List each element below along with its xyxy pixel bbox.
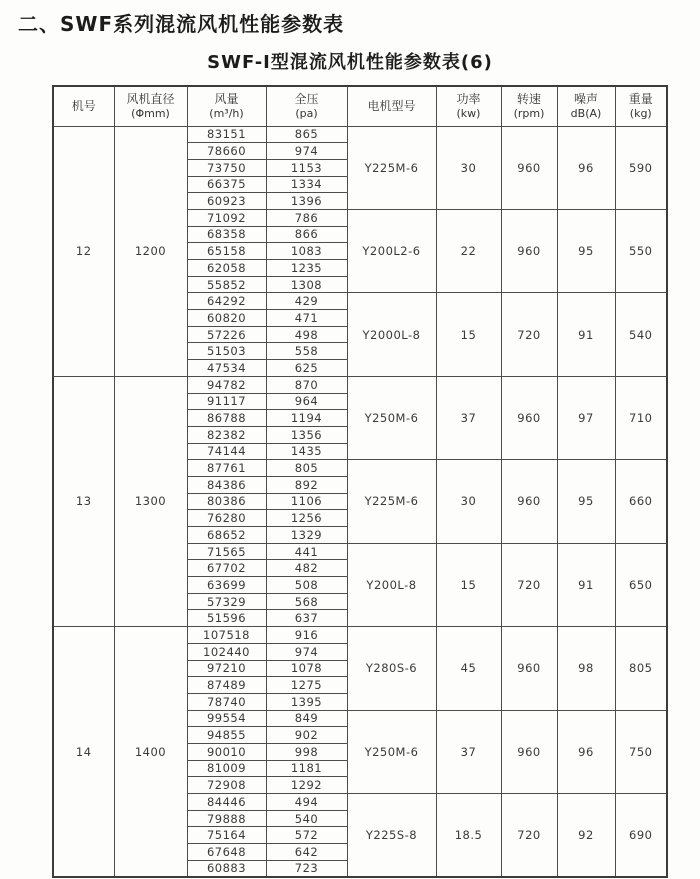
air-volume-cell: 63699 bbox=[187, 577, 266, 594]
air-volume-cell: 76280 bbox=[187, 510, 266, 527]
air-volume-cell: 94855 bbox=[187, 727, 266, 744]
speed-cell: 960 bbox=[501, 627, 557, 710]
motor-model-cell: Y280S-6 bbox=[347, 627, 436, 710]
header-row bbox=[53, 86, 667, 126]
table-title: SWF-I型混流风机性能参数表(6) bbox=[207, 52, 493, 73]
air-volume-cell: 51596 bbox=[187, 610, 266, 627]
total-pressure-cell: 1275 bbox=[266, 677, 347, 694]
air-volume-cell: 47534 bbox=[187, 360, 266, 377]
air-volume-cell: 87489 bbox=[187, 677, 266, 694]
col-header-noise bbox=[557, 86, 615, 126]
air-volume-cell: 78740 bbox=[187, 693, 266, 710]
air-volume-cell: 83151 bbox=[187, 126, 266, 143]
col-header-label: 机号 bbox=[71, 98, 96, 113]
speed-cell: 960 bbox=[501, 460, 557, 543]
weight-cell: 690 bbox=[615, 794, 667, 877]
model-no-cell: 12 bbox=[53, 126, 114, 376]
col-header-weight bbox=[615, 86, 667, 126]
air-volume-cell: 80386 bbox=[187, 493, 266, 510]
power-cell: 15 bbox=[436, 543, 501, 626]
total-pressure-cell: 540 bbox=[266, 810, 347, 827]
weight-cell: 540 bbox=[615, 293, 667, 376]
speed-cell: 720 bbox=[501, 293, 557, 376]
total-pressure-cell: 1153 bbox=[266, 159, 347, 176]
model-no-cell: 14 bbox=[53, 627, 114, 877]
air-volume-cell: 57329 bbox=[187, 593, 266, 610]
total-pressure-cell: 494 bbox=[266, 794, 347, 811]
air-volume-cell: 67702 bbox=[187, 560, 266, 577]
total-pressure-cell: 1435 bbox=[266, 443, 347, 460]
air-volume-cell: 74144 bbox=[187, 443, 266, 460]
noise-cell: 95 bbox=[557, 209, 615, 292]
col-header-unit: (rpm) bbox=[513, 106, 545, 120]
total-pressure-cell: 1329 bbox=[266, 527, 347, 544]
noise-cell: 95 bbox=[557, 460, 615, 543]
total-pressure-cell: 1181 bbox=[266, 760, 347, 777]
air-volume-cell: 91117 bbox=[187, 393, 266, 410]
power-cell: 18.5 bbox=[436, 794, 501, 877]
air-volume-cell: 71092 bbox=[187, 209, 266, 226]
weight-cell: 550 bbox=[615, 209, 667, 292]
total-pressure-cell: 892 bbox=[266, 476, 347, 493]
noise-cell: 91 bbox=[557, 293, 615, 376]
power-cell: 22 bbox=[436, 209, 501, 292]
table-header bbox=[53, 86, 667, 126]
air-volume-cell: 57226 bbox=[187, 326, 266, 343]
total-pressure-cell: 723 bbox=[266, 860, 347, 877]
weight-cell: 750 bbox=[615, 710, 667, 793]
col-header-motor-model bbox=[347, 86, 436, 126]
total-pressure-cell: 964 bbox=[266, 393, 347, 410]
total-pressure-cell: 1235 bbox=[266, 260, 347, 277]
motor-model-cell: Y2000L-8 bbox=[347, 293, 436, 376]
air-volume-cell: 66375 bbox=[187, 176, 266, 193]
total-pressure-cell: 1334 bbox=[266, 176, 347, 193]
total-pressure-cell: 471 bbox=[266, 310, 347, 327]
power-cell: 37 bbox=[436, 376, 501, 459]
total-pressure-cell: 786 bbox=[266, 209, 347, 226]
total-pressure-cell: 865 bbox=[266, 126, 347, 143]
air-volume-cell: 84386 bbox=[187, 476, 266, 493]
noise-cell: 91 bbox=[557, 543, 615, 626]
col-header-label: 风机直径 bbox=[126, 91, 175, 106]
table-row bbox=[53, 126, 667, 143]
total-pressure-cell: 568 bbox=[266, 593, 347, 610]
air-volume-cell: 94782 bbox=[187, 376, 266, 393]
total-pressure-cell: 1308 bbox=[266, 276, 347, 293]
col-header-unit: (Φmm) bbox=[131, 106, 170, 120]
weight-cell: 590 bbox=[615, 126, 667, 209]
air-volume-cell: 64292 bbox=[187, 293, 266, 310]
motor-model-cell: Y250M-6 bbox=[347, 376, 436, 459]
speed-cell: 960 bbox=[501, 376, 557, 459]
col-header-model-no bbox=[53, 86, 114, 126]
air-volume-cell: 67648 bbox=[187, 844, 266, 861]
motor-model-cell: Y225M-6 bbox=[347, 126, 436, 209]
air-volume-cell: 79888 bbox=[187, 810, 266, 827]
power-cell: 15 bbox=[436, 293, 501, 376]
total-pressure-cell: 441 bbox=[266, 543, 347, 560]
power-cell: 37 bbox=[436, 710, 501, 793]
motor-model-cell: Y225M-6 bbox=[347, 460, 436, 543]
total-pressure-cell: 974 bbox=[266, 643, 347, 660]
total-pressure-cell: 558 bbox=[266, 343, 347, 360]
col-header-fan-diameter bbox=[114, 86, 187, 126]
noise-cell: 92 bbox=[557, 794, 615, 877]
total-pressure-cell: 625 bbox=[266, 360, 347, 377]
total-pressure-cell: 902 bbox=[266, 727, 347, 744]
total-pressure-cell: 498 bbox=[266, 326, 347, 343]
total-pressure-cell: 1356 bbox=[266, 426, 347, 443]
air-volume-cell: 73750 bbox=[187, 159, 266, 176]
col-header-label: 全压 bbox=[294, 91, 319, 106]
motor-model-cell: Y200L-8 bbox=[347, 543, 436, 626]
col-header-label: 电机型号 bbox=[367, 98, 416, 113]
air-volume-cell: 81009 bbox=[187, 760, 266, 777]
air-volume-cell: 86788 bbox=[187, 410, 266, 427]
col-header-label: 功率 bbox=[456, 91, 481, 106]
noise-cell: 97 bbox=[557, 376, 615, 459]
total-pressure-cell: 1292 bbox=[266, 777, 347, 794]
col-header-total-pressure bbox=[266, 86, 347, 126]
power-cell: 45 bbox=[436, 627, 501, 710]
fan-diameter-cell: 1400 bbox=[114, 627, 187, 877]
table-row bbox=[53, 627, 667, 644]
total-pressure-cell: 1396 bbox=[266, 193, 347, 210]
air-volume-cell: 78660 bbox=[187, 143, 266, 160]
total-pressure-cell: 1395 bbox=[266, 693, 347, 710]
total-pressure-cell: 916 bbox=[266, 627, 347, 644]
power-cell: 30 bbox=[436, 126, 501, 209]
total-pressure-cell: 870 bbox=[266, 376, 347, 393]
air-volume-cell: 82382 bbox=[187, 426, 266, 443]
total-pressure-cell: 1256 bbox=[266, 510, 347, 527]
total-pressure-cell: 508 bbox=[266, 577, 347, 594]
col-header-label: 转速 bbox=[516, 91, 541, 106]
air-volume-cell: 99554 bbox=[187, 710, 266, 727]
air-volume-cell: 65158 bbox=[187, 243, 266, 260]
air-volume-cell: 84446 bbox=[187, 794, 266, 811]
air-volume-cell: 87761 bbox=[187, 460, 266, 477]
air-volume-cell: 75164 bbox=[187, 827, 266, 844]
col-header-speed bbox=[501, 86, 557, 126]
weight-cell: 660 bbox=[615, 460, 667, 543]
table-row bbox=[53, 376, 667, 393]
noise-cell: 98 bbox=[557, 627, 615, 710]
air-volume-cell: 68652 bbox=[187, 527, 266, 544]
total-pressure-cell: 1078 bbox=[266, 660, 347, 677]
speed-cell: 960 bbox=[501, 710, 557, 793]
air-volume-cell: 72908 bbox=[187, 777, 266, 794]
motor-model-cell: Y200L2-6 bbox=[347, 209, 436, 292]
total-pressure-cell: 429 bbox=[266, 293, 347, 310]
total-pressure-cell: 637 bbox=[266, 610, 347, 627]
air-volume-cell: 97210 bbox=[187, 660, 266, 677]
total-pressure-cell: 642 bbox=[266, 844, 347, 861]
air-volume-cell: 62058 bbox=[187, 260, 266, 277]
air-volume-cell: 68358 bbox=[187, 226, 266, 243]
total-pressure-cell: 1106 bbox=[266, 493, 347, 510]
total-pressure-cell: 1083 bbox=[266, 243, 347, 260]
weight-cell: 710 bbox=[615, 376, 667, 459]
speed-cell: 960 bbox=[501, 209, 557, 292]
power-cell: 30 bbox=[436, 460, 501, 543]
air-volume-cell: 71565 bbox=[187, 543, 266, 560]
air-volume-cell: 51503 bbox=[187, 343, 266, 360]
col-header-unit: (kw) bbox=[456, 106, 481, 120]
noise-cell: 96 bbox=[557, 710, 615, 793]
total-pressure-cell: 805 bbox=[266, 460, 347, 477]
air-volume-cell: 107518 bbox=[187, 627, 266, 644]
total-pressure-cell: 849 bbox=[266, 710, 347, 727]
speed-cell: 720 bbox=[501, 794, 557, 877]
col-header-label: 风量 bbox=[214, 91, 239, 106]
col-header-air-volume bbox=[187, 86, 266, 126]
weight-cell: 650 bbox=[615, 543, 667, 626]
air-volume-cell: 90010 bbox=[187, 743, 266, 760]
page-title: 二、SWF系列混流风机性能参数表 bbox=[18, 12, 345, 36]
col-header-power bbox=[436, 86, 501, 126]
total-pressure-cell: 974 bbox=[266, 143, 347, 160]
col-header-label: 噪声 bbox=[573, 91, 598, 106]
model-no-cell: 13 bbox=[53, 376, 114, 626]
total-pressure-cell: 866 bbox=[266, 226, 347, 243]
col-header-unit: (kg) bbox=[629, 106, 652, 120]
fan-spec-table bbox=[52, 85, 668, 878]
col-header-unit: (pa) bbox=[295, 106, 318, 120]
air-volume-cell: 102440 bbox=[187, 643, 266, 660]
motor-model-cell: Y225S-8 bbox=[347, 794, 436, 877]
air-volume-cell: 60923 bbox=[187, 193, 266, 210]
speed-cell: 960 bbox=[501, 126, 557, 209]
speed-cell: 720 bbox=[501, 543, 557, 626]
weight-cell: 805 bbox=[615, 627, 667, 710]
motor-model-cell: Y250M-6 bbox=[347, 710, 436, 793]
air-volume-cell: 60820 bbox=[187, 310, 266, 327]
air-volume-cell: 55852 bbox=[187, 276, 266, 293]
fan-diameter-cell: 1200 bbox=[114, 126, 187, 376]
total-pressure-cell: 998 bbox=[266, 743, 347, 760]
fan-diameter-cell: 1300 bbox=[114, 376, 187, 626]
total-pressure-cell: 1194 bbox=[266, 410, 347, 427]
col-header-unit: (m³/h) bbox=[209, 106, 244, 120]
noise-cell: 96 bbox=[557, 126, 615, 209]
col-header-unit: dB(A) bbox=[570, 106, 602, 120]
col-header-label: 重量 bbox=[628, 91, 653, 106]
air-volume-cell: 60883 bbox=[187, 860, 266, 877]
total-pressure-cell: 572 bbox=[266, 827, 347, 844]
total-pressure-cell: 482 bbox=[266, 560, 347, 577]
table-body bbox=[53, 126, 667, 877]
